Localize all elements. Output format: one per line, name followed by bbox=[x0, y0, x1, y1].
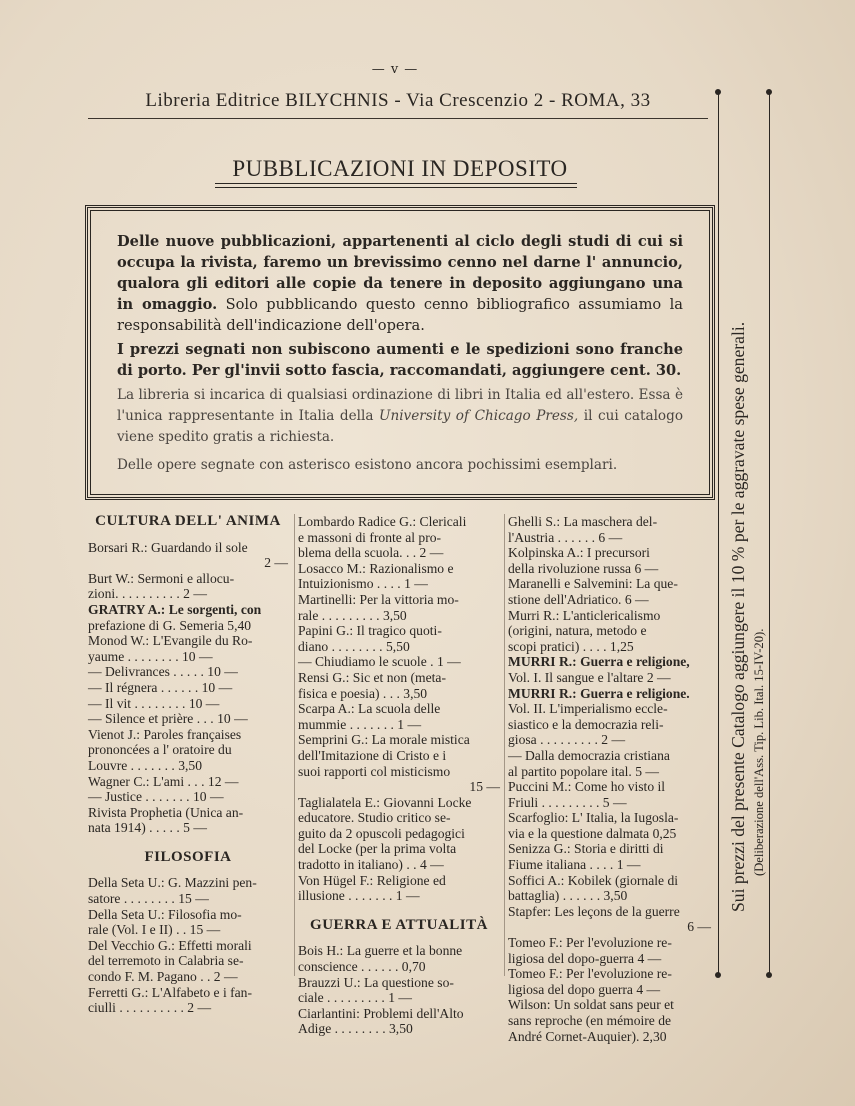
list-item: — Dalla democrazia cristiana bbox=[508, 747, 670, 763]
list-item: Ciarlantini: Problemi dell'Alto bbox=[298, 1005, 464, 1021]
list-item: educatore. Studio critico se- bbox=[298, 810, 451, 826]
list-item: della rivoluzione russa 6 — bbox=[508, 560, 659, 576]
catalog-list bbox=[508, 514, 711, 1044]
list-item: del terremoto in Calabria se- bbox=[88, 953, 244, 969]
list-item: l'Austria . . . . . . 6 — bbox=[508, 529, 623, 545]
column-2 bbox=[298, 514, 500, 1037]
list-item: siastico e la democrazia reli- bbox=[508, 716, 664, 732]
title-underline bbox=[215, 183, 577, 188]
list-item: 6 — bbox=[687, 919, 711, 935]
list-item: André Cornet-Auquier). 2,30 bbox=[508, 1028, 667, 1044]
list-item: Soffici A.: Kobilek (giornale di bbox=[508, 872, 679, 888]
list-item: conscience . . . . . . 0,70 bbox=[298, 959, 426, 975]
page-title: PUBBLICAZIONI IN DEPOSITO bbox=[232, 156, 568, 181]
page-number: — v — bbox=[371, 62, 419, 77]
list-item: — Il régnera . . . . . . 10 — bbox=[88, 679, 233, 695]
list-item: 15 — bbox=[469, 779, 500, 795]
list-item: Vol. I. Il sangue e l'altare 2 — bbox=[508, 669, 671, 685]
column-divider bbox=[504, 514, 505, 976]
notice-paragraph-2: I prezzi segnati non subiscono aumenti e le spedizioni sono franche di porto. Per gl'invii sotto fascia, raccomandati, aggiungere cent. 30. bbox=[117, 341, 683, 379]
list-item: Vienot J.: Paroles françaises bbox=[88, 726, 242, 742]
corner-dot bbox=[715, 89, 721, 95]
section-heading: CULTURA DELL' ANIMA bbox=[95, 513, 281, 529]
list-item: — Chiudiamo le scuole . 1 — bbox=[298, 654, 461, 670]
list-item: MURRI R.: Guerra e religione, bbox=[508, 654, 690, 670]
sidebar-citation: (Deliberazione dell'Ass. Tip. Lib. Ital. 15-IV-20). bbox=[752, 628, 766, 876]
catalog-list bbox=[88, 540, 288, 836]
list-item: blema della scuola. . . 2 — bbox=[298, 545, 444, 561]
list-item: Tomeo F.: Per l'evoluzione re- bbox=[508, 966, 672, 982]
list-item: Brauzzi U.: La questione so- bbox=[298, 974, 454, 990]
list-item: Semprini G.: La morale mistica bbox=[298, 732, 470, 748]
column-3 bbox=[508, 514, 711, 1044]
list-item: prefazione di G. Semeria 5,40 bbox=[88, 617, 252, 633]
list-item: via e la questione dalmata 0,25 bbox=[508, 825, 677, 841]
list-item: diano . . . . . . . . 5,50 bbox=[298, 638, 410, 654]
list-item: Tomeo F.: Per l'evoluzione re- bbox=[508, 935, 672, 951]
notice-p3-a: La libreria si incarica di qualsiasi ordinazione di libri in Italia ed all'estero. Essa è l'unica rappresentante in Italia della bbox=[117, 387, 683, 424]
corner-dot bbox=[766, 972, 772, 978]
list-item: Kolpinska A.: I precursori bbox=[508, 545, 650, 561]
list-item: ligiosa del dopo-guerra 4 — bbox=[508, 950, 662, 966]
list-item: — Delivrances . . . . . 10 — bbox=[88, 664, 238, 680]
list-item: ciale . . . . . . . . . 1 — bbox=[298, 990, 413, 1006]
list-item: Rensi G.: Sic et non (meta- bbox=[298, 669, 446, 685]
list-item: Papini G.: Il tragico quoti- bbox=[298, 623, 442, 639]
list-item: Intuizionismo . . . . 1 — bbox=[298, 576, 428, 592]
list-item: — Justice . . . . . . . 10 — bbox=[88, 789, 224, 805]
notice-p1-bold: Delle nuove pubblicazioni, appartenenti al ciclo degli studi di cui si occupa la rivista, faremo un brevissimo cenno nel darne l' annuncio, qualora gli editori alle copie da tenere in deposito aggiungano una in omaggio. bbox=[117, 233, 683, 313]
list-item: sans reproche (en mémoire de bbox=[508, 1013, 672, 1028]
header-rule bbox=[88, 118, 708, 119]
catalog-list bbox=[298, 943, 500, 1037]
list-item: GRATRY A.: Le sorgenti, con bbox=[88, 601, 262, 617]
list-item: stione dell'Adriatico. 6 — bbox=[508, 591, 649, 607]
catalog-list bbox=[298, 514, 500, 904]
notice-paragraph-3 bbox=[117, 385, 683, 448]
column-1 bbox=[88, 514, 288, 1016]
section-heading: FILOSOFIA bbox=[144, 848, 232, 865]
list-item: rale (Vol. I e II) . . 15 — bbox=[88, 922, 221, 938]
list-item: prononcées a l' oratoire du bbox=[88, 742, 232, 758]
notice-paragraph-1 bbox=[117, 231, 683, 336]
list-item: — Il vit . . . . . . . . 10 — bbox=[88, 695, 220, 711]
notice-p1-rest: Solo pubblicando questo cenno bibliografico assumiamo la responsabilità dell'indicazione dell'opera. bbox=[117, 296, 684, 334]
list-item: Ferretti G.: L'Alfabeto e i fan- bbox=[88, 984, 253, 1000]
list-item: ciulli . . . . . . . . . . 2 — bbox=[88, 1000, 212, 1016]
corner-dot bbox=[715, 972, 721, 978]
list-item: Lombardo Radice G.: Clericali bbox=[298, 514, 467, 529]
list-item: yaume . . . . . . . . 10 — bbox=[88, 648, 213, 664]
list-item: Puccini M.: Come ho visto il bbox=[508, 779, 666, 795]
list-item: zioni. . . . . . . . . . 2 — bbox=[88, 586, 207, 602]
list-item: Scarpa A.: La scuola delle bbox=[298, 701, 441, 717]
list-item: Wilson: Un soldat sans peur et bbox=[508, 997, 674, 1013]
list-item: scopi pratici) . . . . 1,25 bbox=[508, 638, 634, 654]
list-item: Louvre . . . . . . . 3,50 bbox=[88, 757, 203, 773]
list-item: Taglialatela E.: Giovanni Locke bbox=[298, 794, 472, 810]
list-item: condo F. M. Pagano . . 2 — bbox=[88, 969, 238, 985]
column-divider bbox=[294, 514, 295, 976]
list-item: Adige . . . . . . . . 3,50 bbox=[298, 1021, 413, 1037]
list-item: Martinelli: Per la vittoria mo- bbox=[298, 591, 459, 607]
catalog-list bbox=[88, 875, 288, 1015]
list-item: Vol. II. L'imperialismo eccle- bbox=[508, 701, 668, 717]
list-item: satore . . . . . . . . 15 — bbox=[88, 891, 209, 907]
list-item: Murri R.: L'anticlericalismo bbox=[508, 607, 661, 623]
list-item: — Silence et prière . . . 10 — bbox=[88, 711, 248, 727]
list-item: guito da 2 opuscoli pedagogici bbox=[298, 825, 465, 841]
list-item: Senizza G.: Storia e diritti di bbox=[508, 841, 664, 857]
list-item: 2 — bbox=[264, 555, 288, 571]
list-item: Monod W.: L'Evangile du Ro- bbox=[88, 633, 253, 649]
list-item: Rivista Prophetia (Unica an- bbox=[88, 804, 244, 820]
list-item: Della Seta U.: G. Mazzini pen- bbox=[88, 875, 257, 891]
list-item: Burt W.: Sermoni e allocu- bbox=[88, 570, 235, 586]
notice-p3-italic: University of Chicago Press, bbox=[379, 408, 579, 424]
list-item: illusione . . . . . . . 1 — bbox=[298, 888, 420, 904]
list-item: Von Hügel F.: Religione ed bbox=[298, 872, 446, 888]
list-item: suoi rapporti col misticismo bbox=[298, 763, 451, 779]
list-item: al partito popolare ital. 5 — bbox=[508, 763, 659, 779]
list-item: rale . . . . . . . . . 3,50 bbox=[298, 607, 407, 623]
list-item: Maranelli e Salvemini: La que- bbox=[508, 576, 678, 592]
list-item: ligiosa del dopo guerra 4 — bbox=[508, 981, 661, 997]
list-item: fisica e poesia) . . . 3,50 bbox=[298, 685, 428, 701]
notice-p3-b: il cui catalogo viene spedito gratis a richiesta. bbox=[117, 408, 684, 445]
notice-box bbox=[90, 210, 710, 495]
list-item: Wagner C.: L'ami . . . 12 — bbox=[88, 773, 239, 789]
list-item: tradotto in italiano) . . 4 — bbox=[298, 857, 444, 873]
list-item: Stapfer: Les leçons de la guerre bbox=[508, 903, 680, 919]
list-item: Della Seta U.: Filosofia mo- bbox=[88, 906, 242, 922]
list-item: Del Vecchio G.: Effetti morali bbox=[88, 937, 252, 953]
sidebar-note: Sui prezzi del presente Catalogo aggiungere il 10 % per le aggravate spese generali. bbox=[728, 321, 748, 912]
notice-paragraph-4: Delle opere segnate con asterisco esistono ancora pochissimi esemplari. bbox=[117, 457, 618, 473]
list-item: Bois H.: La guerre et la bonne bbox=[298, 943, 463, 959]
list-item: Ghelli S.: La maschera del- bbox=[508, 514, 658, 529]
list-item: (origini, natura, metodo e bbox=[508, 623, 647, 639]
list-item: Fiume italiana . . . . 1 — bbox=[508, 857, 641, 873]
list-item: dell'Imitazione di Cristo e i bbox=[298, 747, 447, 763]
publisher-line: Libreria Editrice BILYCHNIS - Via Crescenzio 2 - ROMA, 33 bbox=[145, 90, 651, 111]
corner-dot bbox=[766, 89, 772, 95]
section-heading: GUERRA E ATTUALITÀ bbox=[310, 916, 488, 933]
list-item: giosa . . . . . . . . . 2 — bbox=[508, 732, 626, 748]
list-item: del Locke (per la prima volta bbox=[298, 841, 457, 857]
list-item: battaglia) . . . . . . 3,50 bbox=[508, 888, 628, 904]
list-item: MURRI R.: Guerra e religione. bbox=[508, 685, 690, 701]
list-item: Friuli . . . . . . . . . 5 — bbox=[508, 794, 627, 810]
list-item: Scarfoglio: L' Italia, la Iugosla- bbox=[508, 810, 679, 826]
list-item: Losacco M.: Razionalismo e bbox=[298, 560, 454, 576]
list-item: nata 1914) . . . . . 5 — bbox=[88, 820, 207, 836]
list-item: Borsari R.: Guardando il sole bbox=[88, 539, 248, 555]
list-item: mummie . . . . . . . 1 — bbox=[298, 716, 422, 732]
list-item: e massoni di fronte al pro- bbox=[298, 529, 442, 545]
